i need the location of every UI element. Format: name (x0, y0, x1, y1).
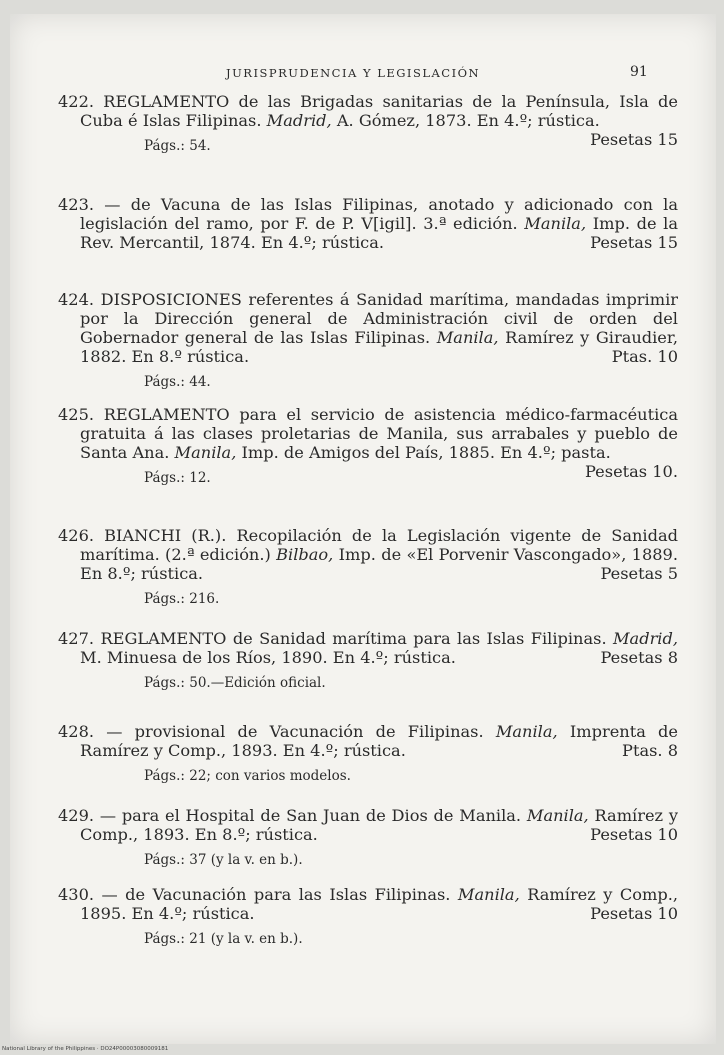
entry-pages: Págs.: 50.—Edición oficial. (144, 675, 326, 691)
entry-430: 430. — de Vacunación para las Islas Filipinas. Manila, Ramírez y Comp., 1895. En 4.º; rústica. Pesetas 10 Págs.: 21 (y la v. en b.). (58, 885, 678, 947)
entry-423: 423. — de Vacuna de las Islas Filipinas, anotado y adicionado con la legislación del ramo, por F. de P. V[igil]. 3.ª edición. Manila, Imp. de la Rev. Mercantil, 1874. En 4.º; rústica. Pesetas 15 (58, 195, 678, 252)
entry-pages: Págs.: 44. (144, 374, 211, 390)
entry-pages: Págs.: 21 (y la v. en b.). (144, 931, 303, 947)
entry-424: 424. DISPOSICIONES referentes á Sanidad marítima, mandadas imprimir por la Dirección general de Administración civil de orden del Gobernador general de las Islas Filipinas. Manila, Ramírez y Giraudier, 1882. En 8.º rústica. Ptas. 10 Págs.: 44. (58, 290, 678, 390)
entry-pages: Págs.: 12. (144, 470, 211, 486)
header-title: JURISPRUDENCIA Y LEGISLACIÓN (226, 66, 481, 80)
entry-427: 427. REGLAMENTO de Sanidad marítima para las Islas Filipinas. Madrid, M. Minuesa de los Ríos, 1890. En 4.º; rústica. Pesetas 8 Págs.: 50.—Edición oficial. (58, 629, 678, 691)
entry-429: 429. — para el Hospital de San Juan de Dios de Manila. Manila, Ramírez y Comp., 1893. En 8.º; rústica. Pesetas 10 Págs.: 37 (y la v. en b.). (58, 806, 678, 868)
entry-425: 425. REGLAMENTO para el servicio de asistencia médico-farmacéutica gratuita á las clases proletarias de Manila, sus arrabales y pueblo de Santa Ana. Manila, Imp. de Amigos del País, 1885. En 4.º; pasta. Pesetas 10. Págs.: 12. (58, 405, 678, 486)
page-number: 91 (630, 64, 648, 80)
scan-footer: National Library of the Philippines · DO24P00003080009181 (2, 1046, 169, 1052)
entry-pages: Págs.: 37 (y la v. en b.). (144, 852, 303, 868)
entry-422: 422. REGLAMENTO de las Brigadas sanitarias de la Península, Isla de Cuba é Islas Filipinas. Madrid, A. Gómez, 1873. En 4.º; rústica. Pesetas 15 Págs.: 54. (58, 92, 678, 154)
entry-426: 426. BIANCHI (R.). Recopilación de la Legislación vigente de Sanidad marítima. (2.ª edición.) Bilbao, Imp. de «El Porvenir Vascongado», 1889. En 8.º; rústica. Pesetas 5 Págs.: 216. (58, 526, 679, 607)
entry-pages: Págs.: 216. (144, 591, 220, 607)
entry-428: 428. — provisional de Vacunación de Filipinas. Manila, Imprenta de Ramírez y Comp., 1893. En 4.º; rústica. Ptas. 8 Págs.: 22; con varios modelos. (58, 722, 678, 784)
entry-pages: Págs.: 54. (144, 138, 211, 154)
entry-pages: Págs.: 22; con varios modelos. (144, 768, 351, 784)
